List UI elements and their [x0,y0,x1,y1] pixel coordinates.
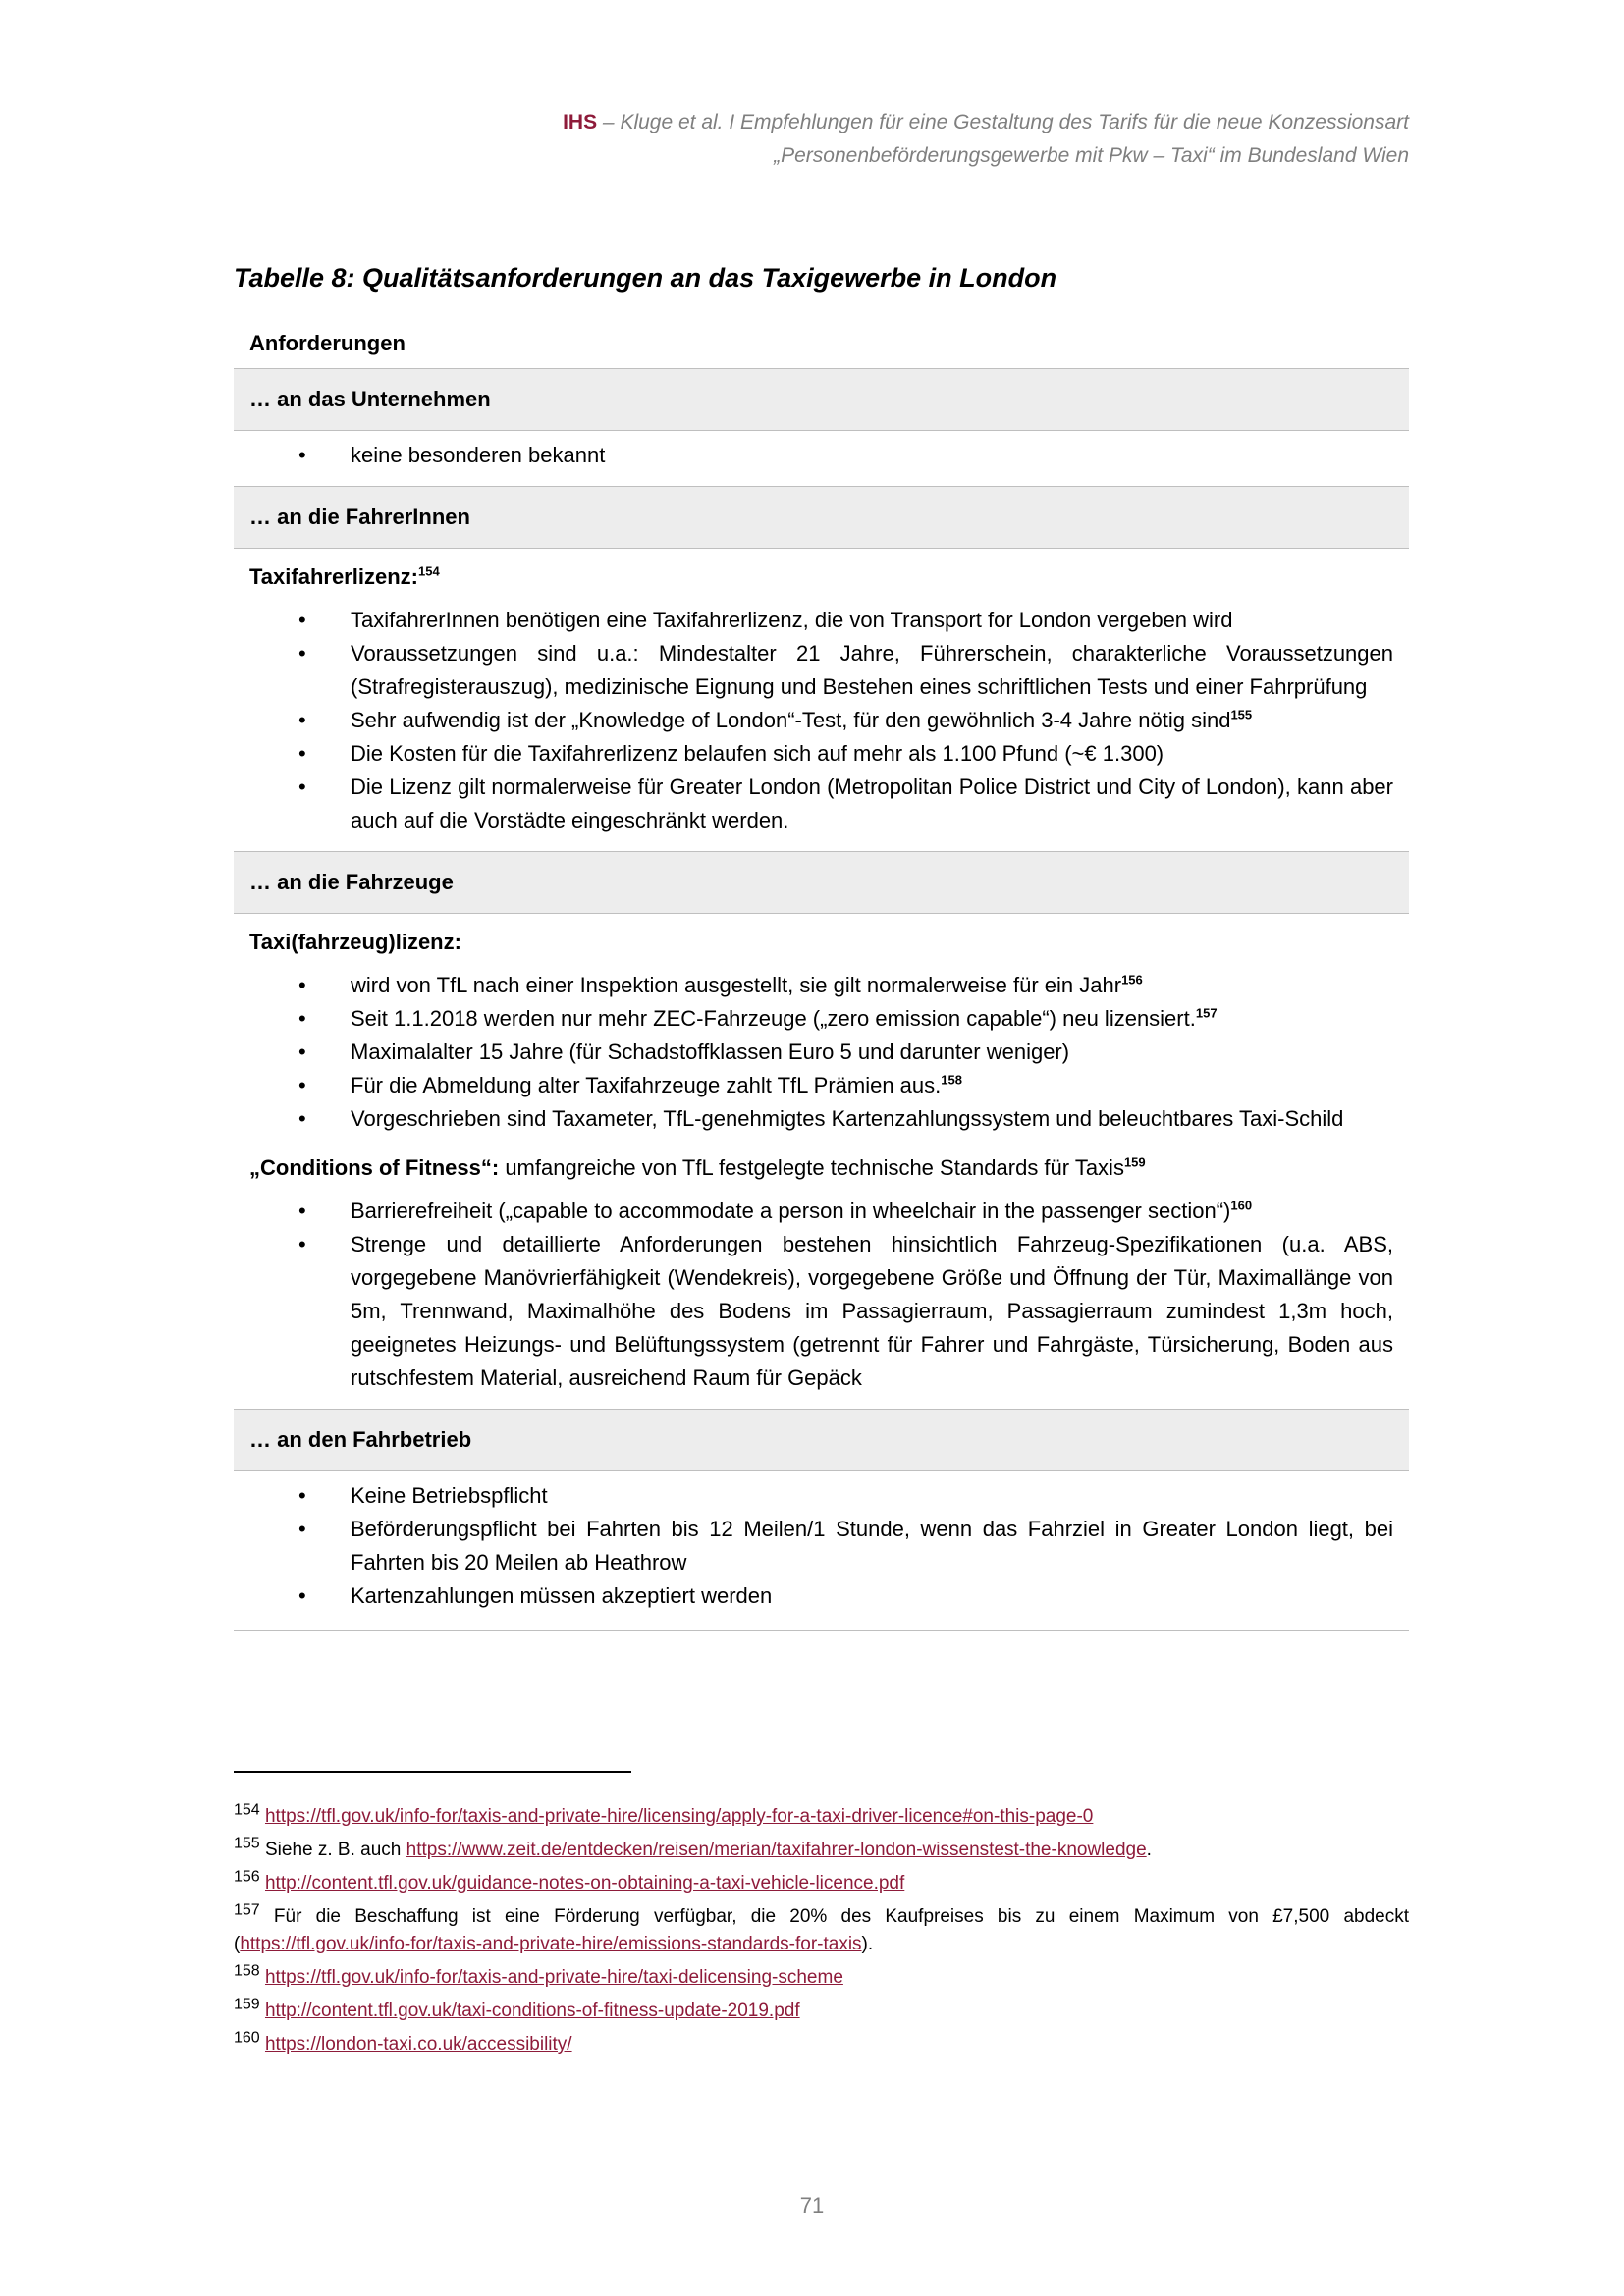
footnote-link[interactable]: https://london-taxi.co.uk/accessibility/ [264,2034,572,2055]
footnote-ref[interactable]: 156 [1121,972,1143,988]
footnote-link[interactable]: http://content.tfl.gov.uk/taxi-conditions-of-fitness-update-2019.pdf [264,2001,800,2021]
list-item [249,1002,1393,1036]
footnote-ref[interactable]: 157 [1195,1005,1218,1021]
footnotes [234,1800,1409,2061]
list-item-text: Keine Betriebspflicht [351,1483,548,1508]
footnote-separator [234,1771,631,1773]
footnote-link[interactable]: https://tfl.gov.uk/info-for/taxis-and-private-hire/licensing/apply-for-a-taxi-driver-licence#on-this-page-0 [264,1806,1094,1827]
footnote-link[interactable]: http://content.tfl.gov.uk/guidance-notes-on-obtaining-a-taxi-vehicle-licence.pdf [264,1873,905,1894]
list-item-text: Für die Abmeldung alter Taxifahrzeuge zahlt TfL Prämien aus. [351,1073,942,1097]
header-line-1-text: – Kluge et al. I Empfehlungen für eine Gestaltung des Tarifs für die neue Konzessionsart [597,111,1409,133]
list-item-text: TaxifahrerInnen benötigen eine Taxifahrerlizenz, die von Transport for London vergeben wird [351,608,1233,632]
bullet-list [249,1195,1393,1395]
section-body-vehicles [234,914,1409,1409]
footnote-number: 158 [234,1962,260,1980]
list-item [249,1228,1393,1395]
list-item [249,704,1393,737]
bullet-list [249,969,1393,1136]
table-caption: Tabelle 8: Qualitätsanforderungen an das Taxigewerbe in London [234,263,1057,293]
bullet-list [249,1479,1393,1613]
footnote-155 [234,1834,1409,1867]
list-item-text: Seit 1.1.2018 werden nur mehr ZEC-Fahrzeuge („zero emission capable“) neu lizensiert. [351,1006,1196,1031]
footnote-number: 160 [234,2029,260,2047]
ihs-label: IHS [563,111,598,133]
list-item-text: Die Kosten für die Taxifahrerlizenz belaufen sich auf mehr als 1.100 Pfund (~€ 1.300) [351,741,1164,766]
list-item-text: Kartenzahlungen müssen akzeptiert werden [351,1583,773,1608]
footnote-link[interactable]: https://tfl.gov.uk/info-for/taxis-and-private-hire/taxi-delicensing-scheme [264,1967,843,1988]
footnote-number: 157 [234,1901,260,1919]
list-item-text: Voraussetzungen sind u.a.: Mindestalter 21 Jahre, Führerschein, charakterliche Voraussetzungen (Strafregisterauszug), medizinische Eignung und Bestehen eines schriftlichen Tests und einer Fahrprüfung [351,641,1393,699]
list-item [249,969,1393,1002]
section-header-drivers: … an die FahrerInnen [234,486,1409,549]
list-item: • keine besonderen bekannt [249,439,1393,472]
requirements-table [234,317,1409,1631]
footnote-number: 154 [234,1801,260,1819]
table-header: Anforderungen [249,331,406,355]
footnote-text: ). [861,1934,874,1954]
list-item [249,1036,1393,1069]
table-bottom-rule [234,1630,1409,1631]
list-item [249,1069,1393,1102]
running-header [563,106,1409,173]
list-item [249,771,1393,837]
section-header-operation: … an den Fahrbetrieb [234,1409,1409,1471]
list-item-text: Beförderungspflicht bei Fahrten bis 12 Meilen/1 Stunde, wenn das Fahrziel in Greater London liegt, bei Fahrten bis 20 Meilen ab Heathrow [351,1517,1393,1575]
list-item [249,1479,1393,1513]
list-item-text: Vorgeschrieben sind Taxameter, TfL-genehmigtes Kartenzahlungssystem und beleuchtbares Taxi-Schild [351,1106,1344,1131]
running-header-line-1 [563,106,1409,139]
list-item [249,1513,1393,1579]
section-header-vehicles: … an die Fahrzeuge [234,851,1409,914]
footnote-160 [234,2028,1409,2061]
footnote-link[interactable]: https://tfl.gov.uk/info-for/taxis-and-private-hire/emissions-standards-for-taxis [240,1934,862,1954]
subheading-vehicle-licence: Taxi(fahrzeug)lizenz: [249,930,461,954]
footnote-ref[interactable]: 158 [941,1072,962,1088]
footnote-158 [234,1961,1409,1995]
list-item [249,637,1393,704]
section-header-company: … an das Unternehmen [234,368,1409,431]
footnote-number: 159 [234,1996,260,2013]
footnote-ref[interactable]: 160 [1230,1198,1253,1213]
list-item-text: Die Lizenz gilt normalerweise für Greater London (Metropolitan Police District und City of London), kann aber auch auf die Vorstädte eingeschränkt werden. [351,774,1393,832]
footnote-number: 155 [234,1835,260,1852]
subheading-text: Taxifahrerlizenz: [249,564,418,589]
running-header-line-2: „Personenbeförderungsgewerbe mit Pkw – Taxi“ im Bundesland Wien [774,144,1409,167]
list-item [249,737,1393,771]
list-item-text: Maximalalter 15 Jahre (für Schadstoffklassen Euro 5 und darunter weniger) [351,1040,1070,1064]
list-item [249,1195,1393,1228]
footnote-text: Siehe z. B. auch [259,1840,406,1860]
footnote-number: 156 [234,1868,260,1886]
footnote-ref[interactable]: 159 [1123,1154,1146,1170]
footnote-156 [234,1867,1409,1900]
footnote-text: Für die Beschaffung ist eine Förderung verfügbar, die 20% des Kaufpreises bis zu einem Maximum von £7,500 abdeckt ( [234,1906,1409,1954]
section-body-drivers [234,549,1409,851]
conditions-of-fitness-label: „Conditions of Fitness“: [249,1155,500,1180]
subheading-driver-licence [249,561,1393,594]
list-item-text: Barrierefreiheit („capable to accommodate a person in wheelchair in the passenger section“) [351,1199,1231,1223]
list-item-text: Sehr aufwendig ist der „Knowledge of London“-Test, für den gewöhnlich 3-4 Jahre nötig sind [351,708,1231,732]
footnote-159 [234,1995,1409,2028]
footnote-157 [234,1903,1409,1958]
bullet-list [249,439,1393,472]
section-body-company [234,431,1409,486]
footnote-link[interactable]: https://www.zeit.de/entdecken/reisen/merian/taxifahrer-london-wissenstest-the-knowledge [406,1840,1147,1860]
list-item [249,1579,1393,1613]
section-body-operation [234,1471,1409,1627]
conditions-of-fitness-text: umfangreiche von TfL festgelegte technische Standards für Taxis [499,1155,1124,1180]
list-item [249,604,1393,637]
conditions-of-fitness-paragraph [249,1151,1393,1185]
footnote-ref[interactable]: 155 [1230,707,1253,722]
footnote-154 [234,1800,1409,1834]
footnote-text: . [1146,1840,1152,1860]
footnote-ref[interactable]: 154 [417,563,440,579]
page-number: 71 [799,2193,825,2217]
list-item-text: Strenge und detaillierte Anforderungen bestehen hinsichtlich Fahrzeug-Spezifikationen (u.a. ABS, vorgegebene Manövrierfähigkeit (Wendekreis), vorgegebene Größe und Öffnung der Tür, Maximallänge von 5m, Trennwand, Maximalhöhe des Bodens im Passagierraum, Passagierraum zumindest 1,3m hoch, geeignetes Heizungs- und Belüftungssystem (getrennt für Fahrer und Fahrgäste, Türsicherung, Boden aus rutschfestem Material, ausreichend Raum für Gepäck [351,1232,1393,1390]
list-item [249,1102,1393,1136]
list-item-text: wird von TfL nach einer Inspektion ausgestellt, sie gilt normalerweise für ein Jahr [351,973,1122,997]
bullet-list [249,604,1393,837]
